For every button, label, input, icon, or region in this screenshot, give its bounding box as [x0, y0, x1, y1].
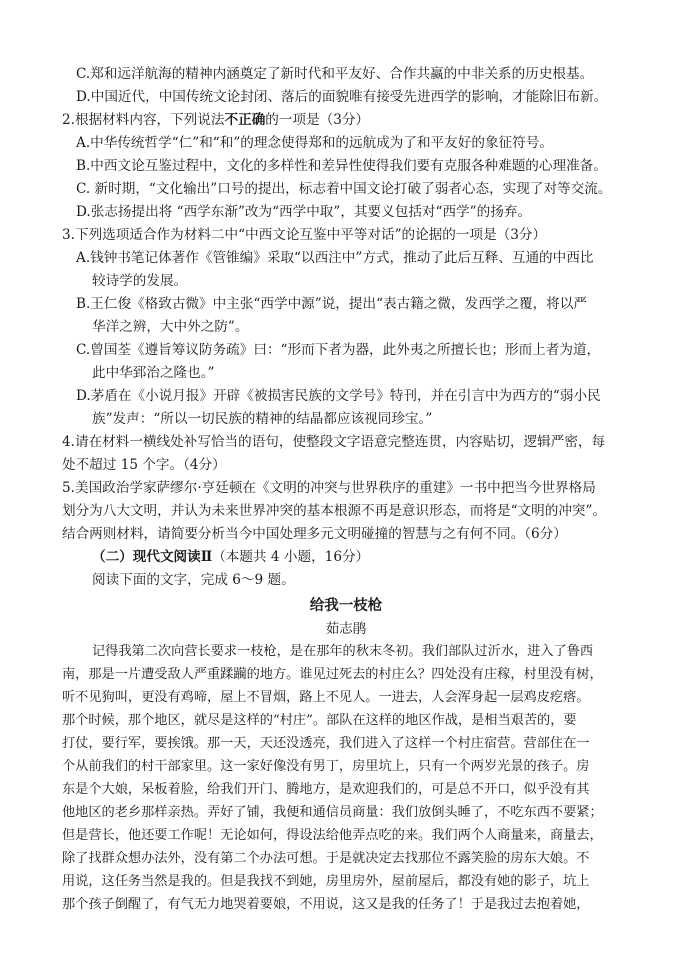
story-line-7: 东是个大娘，呆板着脸，给我们开门、腾地方，是欢迎我们的，可是总不开口，似乎没有其 [62, 782, 590, 797]
story-title: 给我一枝枪 [309, 597, 383, 614]
q2-stem-emphasis: 不正确 [224, 112, 266, 128]
q2-option-d: D.张志扬提出将 “西学东渐”改为“西学中取”，其要义包括对“西学”的扬弃。 [76, 204, 531, 220]
q3-stem: 3.下列选项适合作为材料二中“中西文论互鉴中平等对话”的论据的一项是（3分） [62, 227, 547, 243]
q5-line1: 5.美国政治学家萨缪尔·亨廷顿在《文明的冲突与世界秩序的重建》一书中把当今世界格局 [62, 480, 596, 496]
q3-option-c-line2: 此中华郅治之隆也。” [92, 365, 215, 381]
q4-line1: 4.请在材料一横线处补写恰当的语句，使整段文字语意完整连贯，内容贴切，逻辑严密，每 [62, 434, 606, 450]
q3-option-d-line1: D.茅盾在《小说月报》开辟《被损害民族的文学号》特刊，并在引言中为西方的“弱小民 [76, 388, 601, 404]
q1-option-d: D.中国近代，中国传统文论封闭、落后的面貌唯有接受先进西学的影响，才能除旧布新。 [76, 89, 608, 105]
q4-line2: 处不超过 15 个字。（4分） [62, 457, 226, 473]
q3-option-c-line1: C.曾国荃《遵旨筹议防务疏》曰：“形而下者为器，此外夷之所擅长也；形而上者为道， [76, 342, 601, 358]
q2-option-c: C. 新时期，“文化输出”口号的提出，标志着中国文论打破了弱者心态，实现了对等交流。 [76, 181, 612, 197]
q2-option-a: A.中华传统哲学“仁”和“和”的理念使得郑和的远航成为了和平友好的象征符号。 [76, 135, 553, 151]
q2-stem-after: 的一项是（3分） [265, 112, 370, 128]
story-line-8: 他地区的老乡那样亲热。弄好了铺，我便和通信员商量：我们放倒头睡了，不吃东西不要紧； [62, 805, 603, 820]
q3-option-d-line2: 族”发声：“所以一切民族的精神的结晶都应该视同珍宝。” [92, 411, 433, 427]
story-line-2: 南，那是一片遭受敌人严重蹂躏的地方。谁见过死去的村庄么？四处没有庄稼，村里没有树， [62, 667, 603, 682]
story-author: 茹志鹃 [325, 621, 367, 637]
section-heading [92, 547, 369, 567]
q3-option-a-line2: 较诗学的发展。 [92, 273, 188, 289]
q3-option-b-line2: 华洋之辨，大中外之防”。 [92, 319, 249, 335]
story-line-12: 那个孩子倒醒了，有气无力地哭着要娘，不用说，这又是我的任务了！于是我过去抱着她， [62, 897, 590, 912]
story-line-10: 除了找群众想办法外，没有第二个办法可想。于是就决定去找那位不露笑脸的房东大娘。不 [62, 851, 590, 866]
q2-option-b: B.中西文论互鉴过程中，文化的多样性和差异性使得我们要有克服各种难题的心理准备。 [76, 158, 607, 174]
q2-stem-before: 2.根据材料内容，下列说法 [62, 112, 225, 128]
section-heading-rest: （本题共 4 小题，16分） [212, 549, 370, 565]
q5-line2: 划分为八大文明，并认为未来世界冲突的基本根源不再是意识形态，而将是“文明的冲突”。 [62, 503, 607, 519]
story-line-4: 那个时候，那个地区，就尽是这样的“村庄”。部队在这样的地区作战，是相当艰苦的，要 [62, 713, 577, 728]
section-instruction: 阅读下面的文字，完成 6～9 题。 [92, 572, 295, 588]
story-line-5: 打仗，要行军，要挨饿。那一天，天还没透亮，我们进入了这样一个村庄宿营。营部住在一 [62, 736, 590, 751]
story-line-6: 个从前我们的村干部家里。这一家好像没有男丁，房里坑上，只有一个两岁光景的孩子。房 [62, 759, 590, 774]
story-line-11: 用说，这任务当然是我的。但是我找不到她，房里房外，屋前屋后，都没有她的影子，坑上 [62, 874, 590, 889]
q1-option-c: C.郑和远洋航海的精神内涵奠定了新时代和平友好、合作共赢的中非关系的历史根基。 [76, 66, 594, 82]
q2-stem [62, 110, 369, 130]
story-line-3: 听不见狗叫，更没有鸡啼，屋上不冒烟，路上不见人。一进去，人会浑身起一层鸡皮疙瘩。 [62, 690, 590, 705]
q3-option-a-line1: A.钱钟书笔记体著作《管锥编》采取“以西注中”方式，推动了此后互释、互通的中西比 [76, 250, 594, 266]
q5-line3: 结合两则材料，请简要分析当今中国处理多元文明碰撞的智慧与之有何不同。（6分） [62, 526, 567, 542]
section-heading-bold: （二）现代文阅读Ⅱ [92, 549, 213, 565]
story-line-1: 记得我第二次向营长要求一枝枪，是在那年的秋末冬初。我们部队过沂水，进入了鲁西 [92, 644, 594, 659]
story-line-9: 但是营长，他还要工作呢！无论如何，得设法给他弄点吃的来。我们两个人商量来，商量去， [62, 828, 603, 843]
q3-option-b-line1: B.王仁俊《格致古微》中主张“西学中源”说，提出“表古籍之微，发西学之覆，将以严 [76, 296, 587, 312]
